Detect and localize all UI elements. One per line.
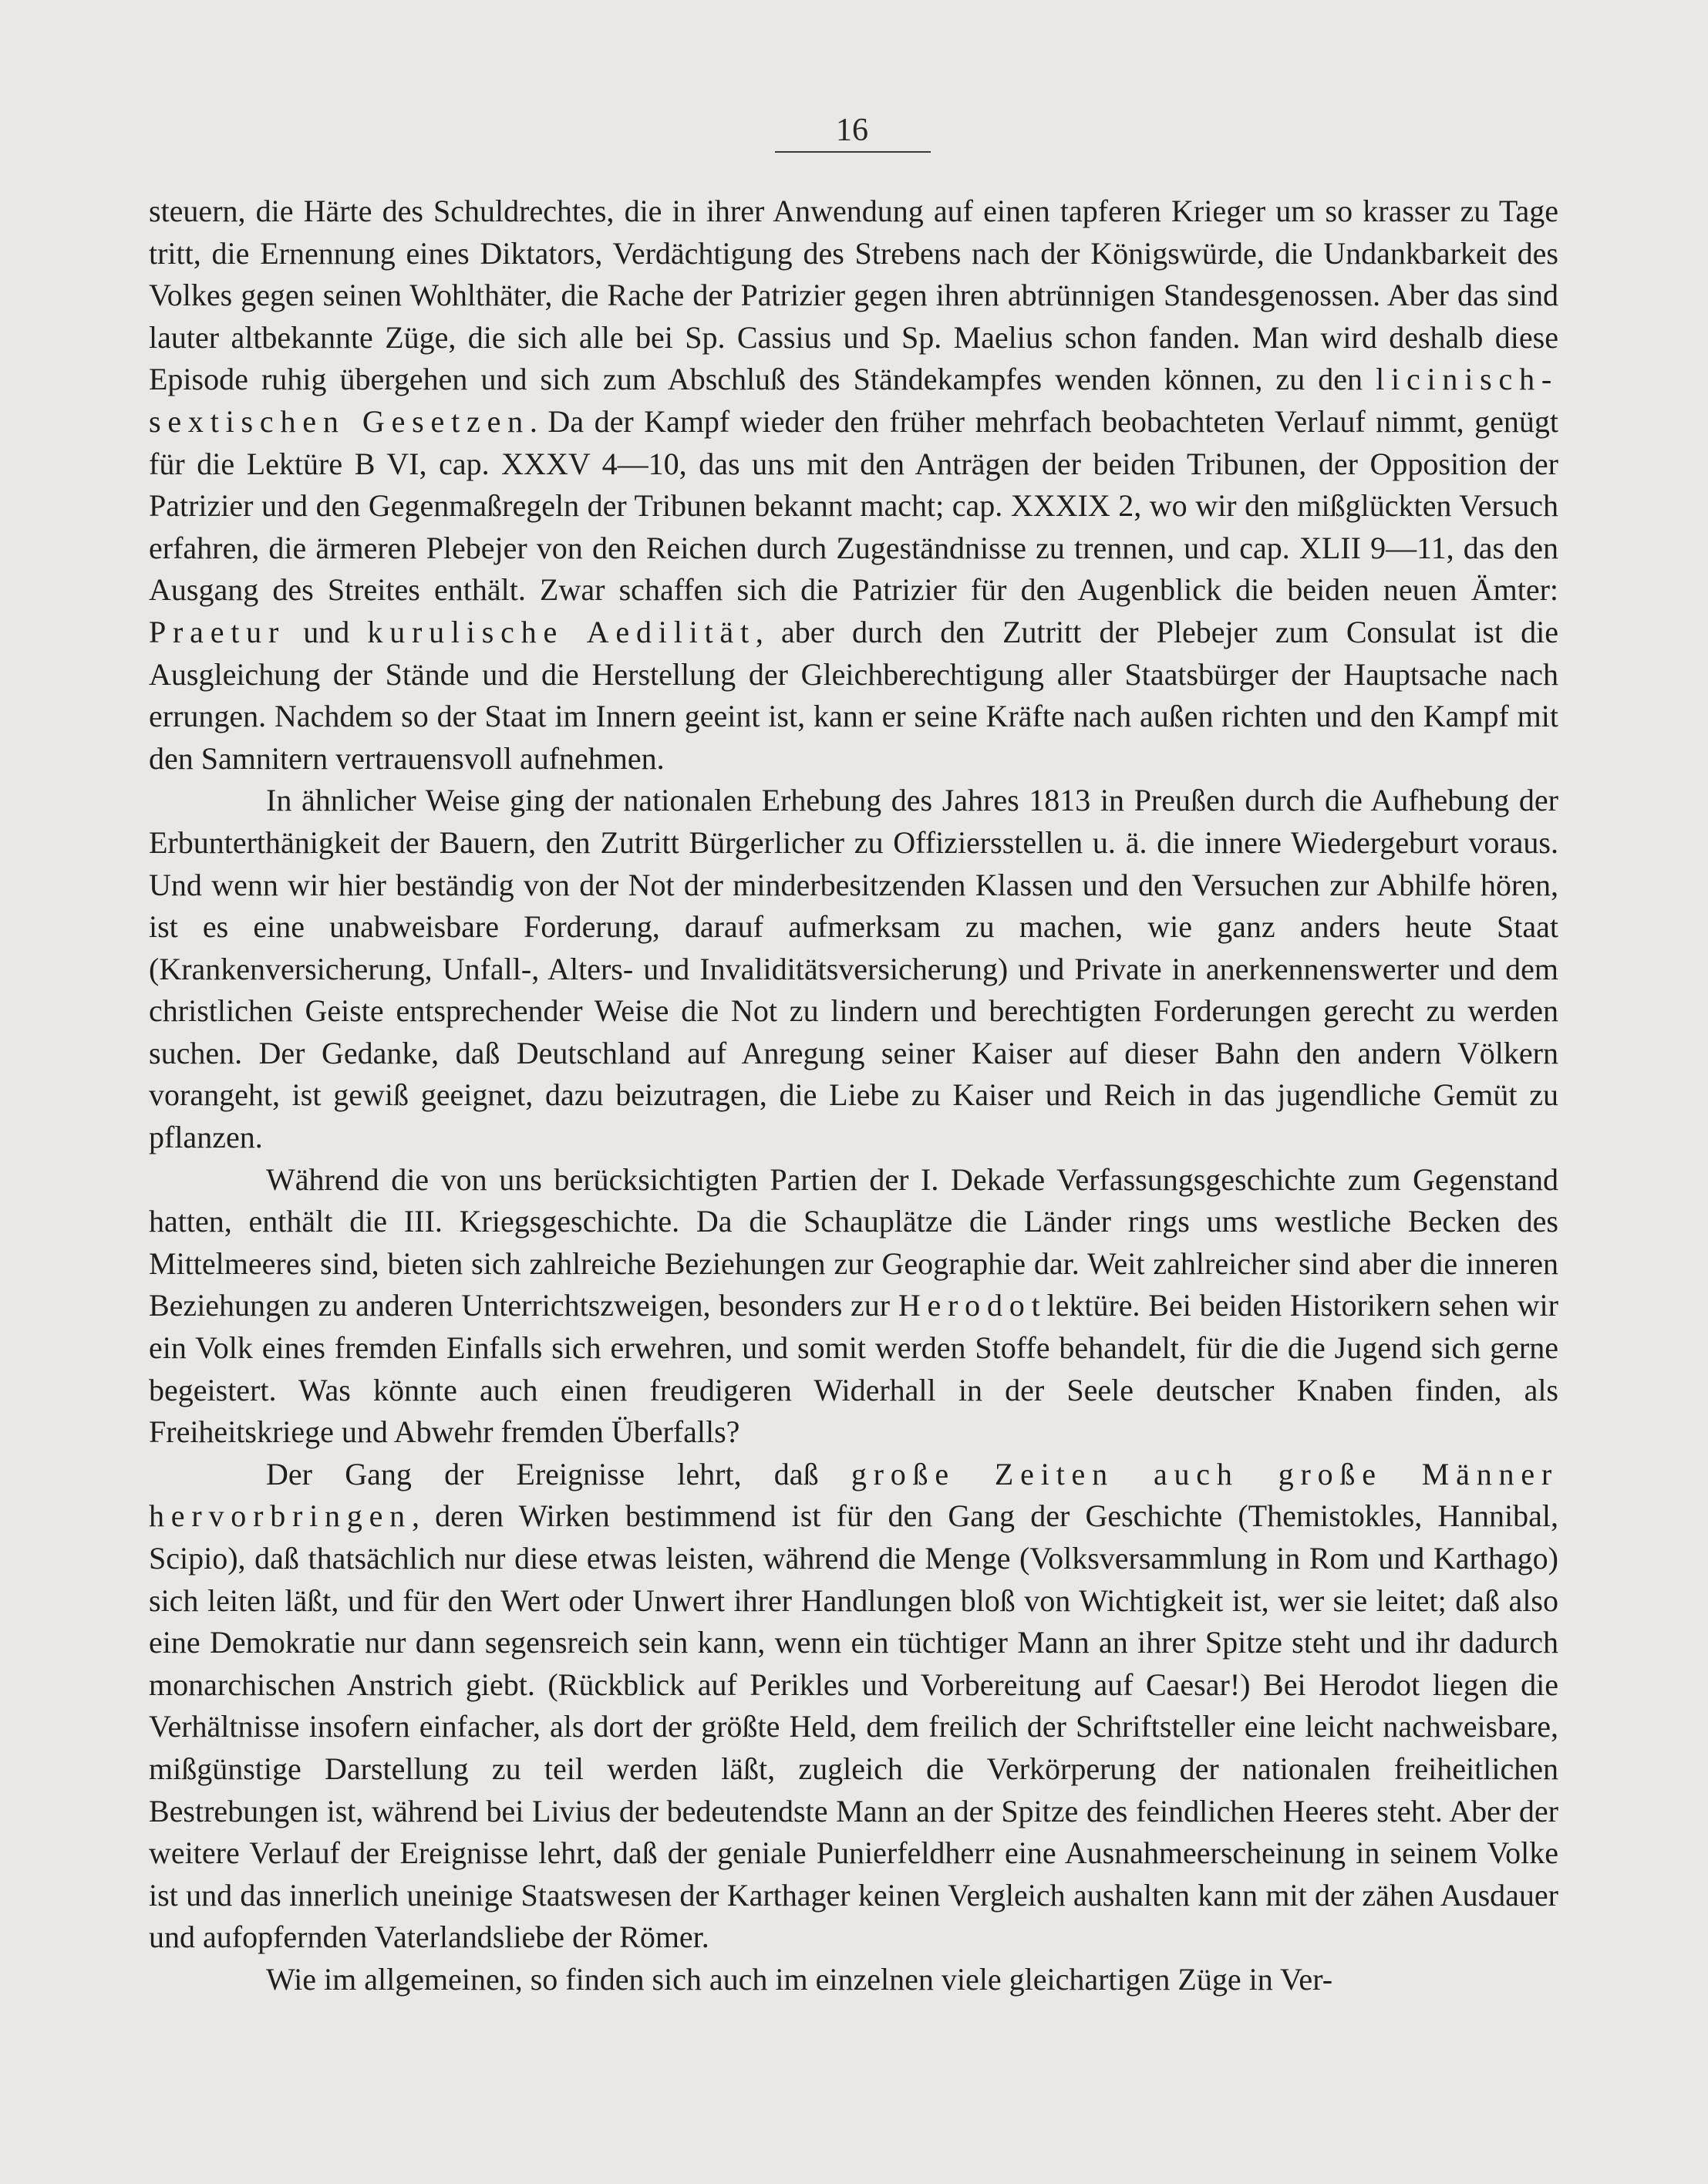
spaced-emphasis: licinisch-sextischen Gesetzen	[149, 362, 1558, 439]
text-run: In ähnlicher Weise ging der nationalen Erhebung des Jahres 1813 in Preußen durch die Aufhebung der Erbunterthänigkeit der Bauern, den Zutritt Bürgerlicher zu Offiziersstellen u. ä. die innere Wiedergeburt voraus. Und wenn wir hier beständig von der Not der minderbesitzenden Klassen und den Versuchen zur Abhilfe hören, ist es eine unabweisbare Forderung, darauf aufmerksam zu machen, wie ganz anders heute Staat (Krankenversicherung, Unfall-, Alters- und Invaliditätsversicherung) und Private in anerkennenswerter und dem christlichen Geiste entsprechender Weise die Not zu lindern und berechtigten Forderungen gerecht zu werden suchen. Der Gedanke, daß Deutschland auf Anregung seiner Kaiser auf dieser Bahn den andern Völkern vorangeht, ist gewiß geeignet, dazu beizutragen, die Liebe zu Kaiser und Reich in das jugendliche Gemüt zu pflanzen.	[149, 783, 1558, 1155]
text-run: und	[285, 614, 368, 649]
spaced-emphasis: Herodot	[898, 1288, 1047, 1323]
paragraph-4	[149, 1454, 1558, 1959]
paragraph-1	[149, 190, 1558, 780]
page-number: 16	[836, 113, 868, 148]
paragraph-2	[149, 780, 1558, 1158]
text-run: Wie im allgemeinen, so finden sich auch im einzelnen viele gleichartigen Züge in Ver-	[266, 1961, 1333, 1997]
body-text	[149, 190, 1558, 2001]
paragraph-3	[149, 1159, 1558, 1454]
spaced-emphasis: kurulische Aedilität	[367, 614, 756, 649]
paragraph-5	[149, 1959, 1558, 2001]
text-run: , deren Wirken bestimmend ist für den Gang der Geschichte (Themistokles, Hannibal, Scipio), daß thatsächlich nur diese etwas leisten, während die Menge (Volksversammlung in Rom und Karthago) sich leiten läßt, und für den Wert oder Unwert ihrer Handlungen bloß von Wichtigkeit ist, wer sie leitet; daß also eine Demokratie nur dann segensreich sein kann, wenn ein tüchtiger Mann an ihrer Spitze steht und ihr dadurch monarchischen Anstrich giebt. (Rückblick auf Perikles und Vorbereitung auf Caesar!) Bei Herodot liegen die Verhältnisse insofern einfacher, als dort der größte Held, dem freilich der Schriftsteller eine leicht nachweisbare, mißgünstige Darstellung zu teil werden läßt, zugleich die Verkörperung der nationalen freiheitlichen Bestrebungen ist, während bei Livius der bedeutendste Mann an der Spitze des feindlichen Heeres steht. Aber der weitere Verlauf der Ereignisse lehrt, daß der geniale Punierfeldherr eine Ausnahmeerscheinung in seinem Volke ist und das innerlich uneinige Staatswesen der Karthager keinen Vergleich aushalten kann mit der zähen Ausdauer und aufopfernden Vaterlandsliebe der Römer.	[149, 1498, 1558, 1955]
page-number-rule	[775, 151, 931, 153]
text-run: Der Gang der Ereignisse lehrt, daß	[266, 1456, 851, 1491]
text-run: Während die von uns berücksichtigten Partien der I. Dekade Verfassungsgeschichte zum Gegenstand hatten, enthält die III. Kriegsgeschichte. Da die Schauplätze die Länder rings ums westliche Becken des Mittelmeeres sind, bieten sich zahlreiche Beziehungen zur Geographie dar. Weit zahlreicher sind aber die inneren Beziehungen zu anderen Unterrichtszweigen, besonders zur	[149, 1161, 1558, 1323]
text-run: lektüre. Bei beiden Historikern sehen wir ein Volk eines fremden Einfalls sich erwehren, und somit werden Stoffe behandelt, für die die Jugend sich gerne begeistert. Was könnte auch einen freudigeren Widerhall in der Seele deutscher Knaben finden, als Freiheitskriege und Abwehr fremden Überfalls?	[149, 1288, 1558, 1450]
spaced-emphasis: große Zeiten auch große Männer hervorbringen	[149, 1456, 1558, 1534]
spaced-emphasis: Praetur	[149, 614, 286, 649]
text-run: , aber durch den Zutritt der Plebejer zum Consulat ist die Ausgleichung der Stände und die Herstellung der Gleichberechtigung aller Staatsbürger der Hauptsache nach errungen. Nachdem so der Staat im Innern geeint ist, kann er seine Kräfte nach außen richten und den Kampf mit den Samnitern vertrauensvoll aufnehmen.	[149, 614, 1559, 776]
text-run: steuern, die Härte des Schuldrechtes, die in ihrer Anwendung auf einen tapferen Krieger um so krasser zu Tage tritt, die Ernennung eines Diktators, Verdächtigung des Strebens nach der Königswürde, die Undankbarkeit des Volkes gegen seinen Wohlthäter, die Rache der Patrizier gegen ihren abtrünnigen Standesgenossen. Aber das sind lauter altbekannte Züge, die sich alle bei Sp. Cassius und Sp. Maelius schon fanden. Man wird deshalb diese Episode ruhig übergehen und sich zum Abschluß des Ständekampfes wenden können, zu den	[149, 194, 1558, 397]
text-run: . Da der Kampf wieder den früher mehrfach beobachteten Verlauf nimmt, genügt für die Lektüre B VI, cap. XXXV 4—10, das uns mit den Anträgen der beiden Tribunen, der Opposition der Patrizier und den Gegenmaßregeln der Tribunen bekannt macht; cap. XXXIX 2, wo wir den mißglückten Versuch erfahren, die ärmeren Plebejer von den Reichen durch Zugeständnisse zu trennen, und cap. XLII 9—11, das den Ausgang des Streites enthält. Zwar schaffen sich die Patrizier für den Augenblick die beiden neuen Ämter:	[149, 403, 1558, 608]
